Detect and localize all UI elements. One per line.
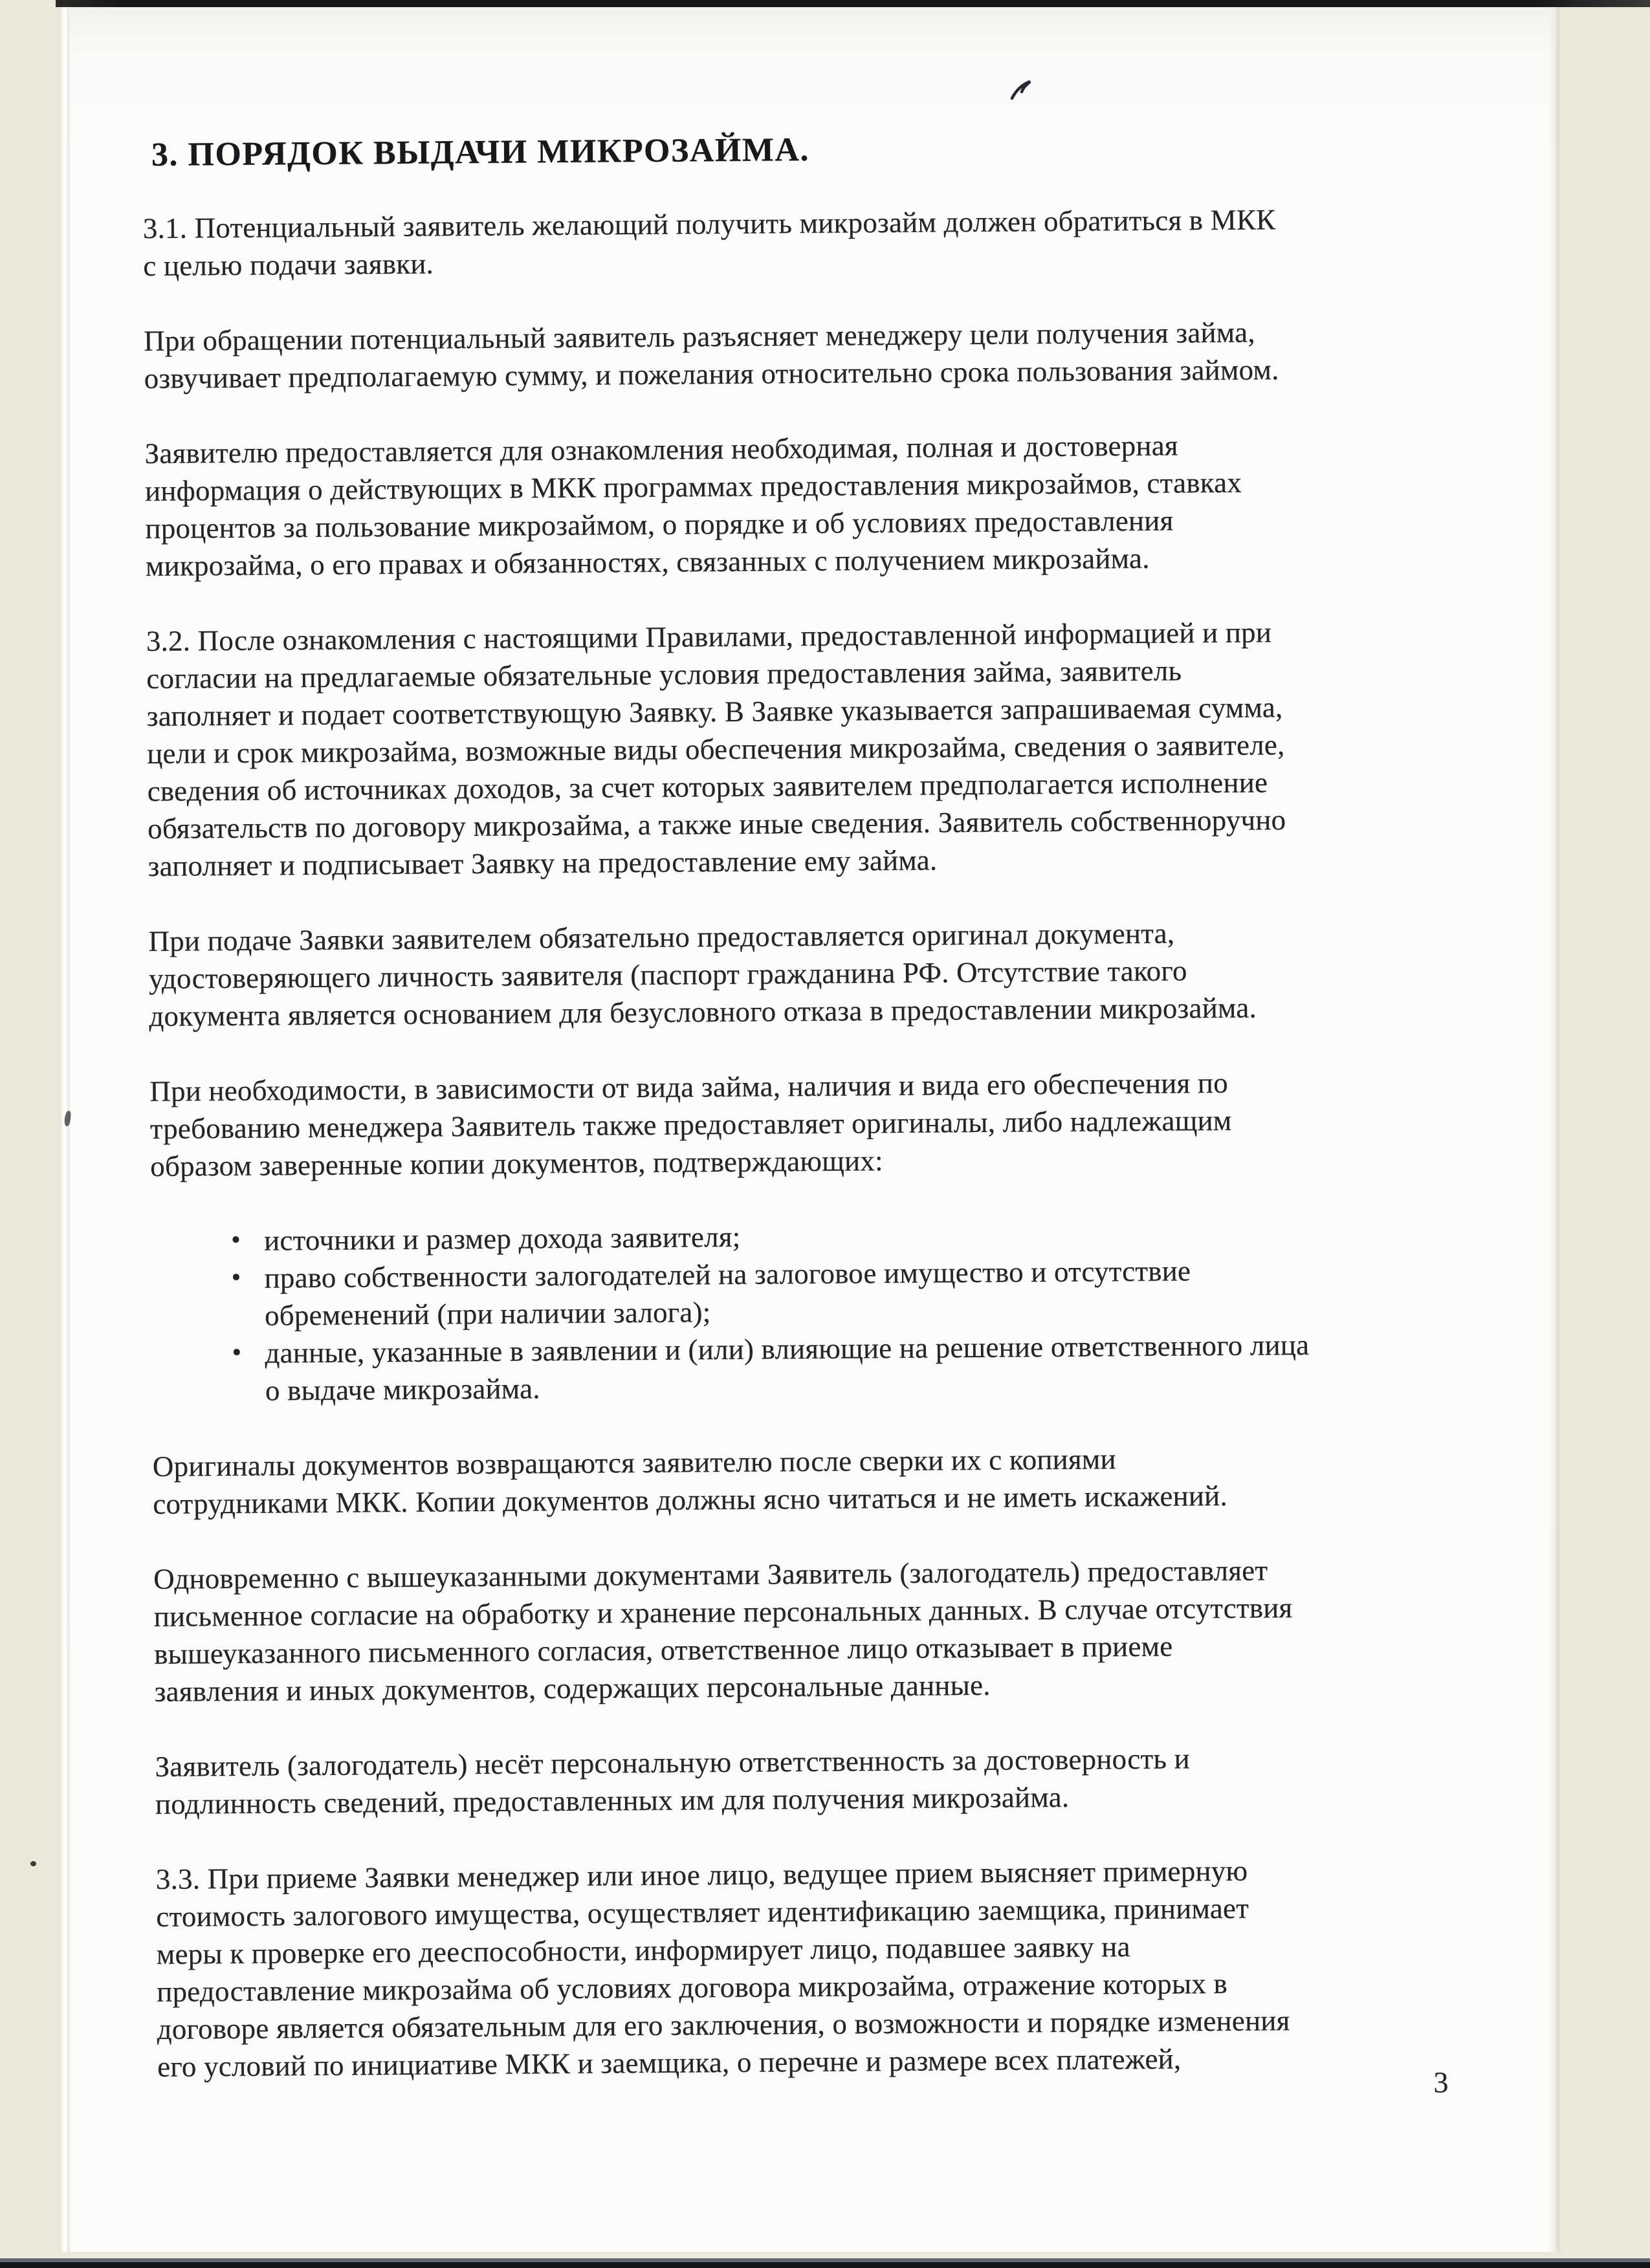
paragraph: Заявителю предоставляется для ознакомления необходимая, полная и достоверная информация о действующих в МКК программах предоставления микрозаймов, ставках процентов за пользование микрозаймом, о порядке и об условиях предоставления микрозайма, о его правах и обязанностях, связанных с получением микрозайма. bbox=[144, 429, 1242, 582]
scan-edge-bottom bbox=[0, 2262, 1650, 2268]
list-item-text: данные, указанные в заявлении и (или) влияющие на решение ответственного лица о выдаче микрозайма. bbox=[265, 1328, 1310, 1407]
section-heading: 3. ПОРЯДОК ВЫДАЧИ МИКРОЗАЙМА. bbox=[151, 131, 810, 173]
paragraph: 3.1. Потенциальный заявитель желающий получить микрозайм должен обратиться в МКК с целью подачи заявки. bbox=[142, 203, 1276, 282]
paragraph: 3.3. При приеме Заявки менеджер или иное лицо, ведущее прием выясняет примерную стоимость залогового имущества, осуществляет идентификацию заемщика, принимает меры к проверке его дееспособности, информирует лицо, подавшее заявку на предоставление микрозайма об условиях договора микрозайма, отражение которых в договоре является обязательным для его заключения, о возможности и порядке изменения его условий по инициативе МКК и заемщика, о перечне и размере всех платежей, bbox=[155, 1854, 1290, 2083]
paragraph-list bbox=[143, 199, 1458, 2086]
bullet-icon: • bbox=[230, 1225, 241, 1255]
pen-tick-mark-icon bbox=[1008, 76, 1034, 102]
list-item bbox=[151, 1250, 1452, 1335]
bullet-list bbox=[151, 1212, 1453, 1410]
list-item bbox=[151, 1325, 1453, 1410]
list-item-text: право собственности залогодателей на залоговое имущество и отсутствие обременений (при наличии залога); bbox=[264, 1254, 1191, 1332]
bullet-icon: • bbox=[231, 1262, 241, 1292]
paragraph: При обращении потенциальный заявитель разъясняет менеджеру цели получения займа, озвучивает предполагаемую сумму, и пожелания относительно срока пользования займом. bbox=[143, 316, 1279, 395]
paragraph: При необходимости, в зависимости от вида займа, наличия и вида его обеспечения по требованию менеджера Заявитель также предоставляет оригиналы, либо надлежащим образом заверенные копии документов, подтверждающих: bbox=[149, 1066, 1232, 1183]
list-item-text: источники и размер дохода заявителя; bbox=[263, 1220, 741, 1257]
bullet-icon: • bbox=[232, 1337, 242, 1368]
text-content bbox=[141, 0, 1458, 2123]
paper-right-edge bbox=[1548, 7, 1560, 2252]
paragraph: При подаче Заявки заявителем обязательно предоставляется оригинал документа, удостоверяющего личность заявителя (паспорт гражданина РФ. Отсутствие такого документа является основанием для безусловного отказа в предоставлении микрозайма. bbox=[148, 917, 1257, 1032]
paper-left-edge bbox=[61, 7, 71, 2252]
scan-artifact-speck-round bbox=[30, 1861, 36, 1866]
paragraph: Заявитель (залогодатель) несёт персональную ответственность за достоверность и подлинность сведений, предоставленных им для получения микрозайма. bbox=[155, 1742, 1190, 1820]
paragraph: 3.2. После ознакомления с настоящими Правилами, предоставленной информацией и при согласии на предлагаемые обязательные условия предоставления займа, заявитель заполняет и подает соответствующую Заявку. В Заявке указывается запрашиваемая сумма, цели и срок микрозайма, возможные виды обеспечения микрозайма, сведения о заявителе, сведения об источниках доходов, за счет которых заявителем предполагается исполнение обязательств по договору микрозайма, а также иные сведения. Заявитель собственноручно заполняет и подписывает Заявку на предоставление ему займа. bbox=[146, 616, 1286, 882]
paragraph: Одновременно с вышеуказанными документами Заявитель (залогодатель) предоставляет письменное согласие на обработку и хранение персональных данных. В случае отсутствия вышеуказанного письменного согласия, ответственное лицо отказывает в приеме заявления и иных документов, содержащих персональные данные. bbox=[153, 1554, 1293, 1708]
paragraph: Оригиналы документов возвращаются заявителю после сверки их с копиями сотрудниками МКК. Копии документов должны ясно читаться и не иметь искажений. bbox=[152, 1443, 1227, 1520]
page-number: 3 bbox=[1433, 2066, 1449, 2099]
